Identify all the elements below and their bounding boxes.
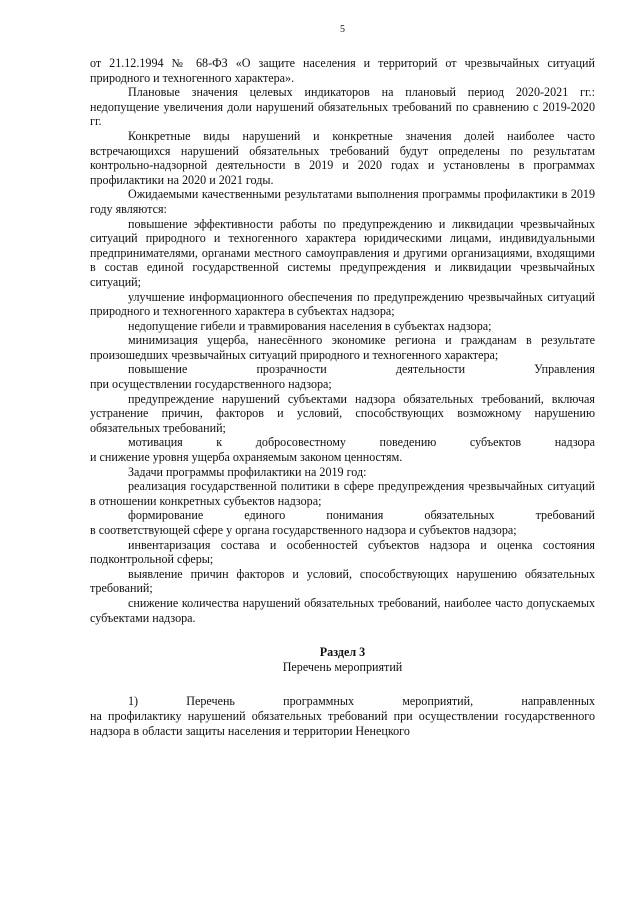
section-title: Раздел 3: [319, 645, 366, 660]
list-item: реализация государственной политики в сфере предупреждения чрезвычайных ситуаций в отношении конкретных субъектов надзора;: [90, 479, 595, 508]
list-item: минимизация ущерба, нанесённого экономике региона и гражданам в результате произошедших чрезвычайных ситуаций природного и техногенного характера;: [90, 333, 595, 362]
paragraph-measures-first-line: 1) Перечень программных мероприятий, направленных: [128, 694, 595, 709]
paragraph-law-reference: от 21.12.1994 № 68-ФЗ «О защите населения и территорий от чрезвычайных ситуаций природного и техногенного характера».: [90, 56, 595, 85]
paragraph-tasks-heading: Задачи программы профилактики на 2019 год:: [128, 464, 367, 479]
list-item: улучшение информационного обеспечения по предупреждению чрезвычайных ситуаций природного и техногенного характера в субъектах надзора;: [90, 289, 595, 319]
page-number: 5: [340, 24, 345, 35]
paragraph-planned-values: Плановые значения целевых индикаторов на плановый период 2020-2021 гг.: недопущение увеличения доли нарушений обязательных требований по сравнению с 2019-2020 гг.: [90, 85, 595, 129]
list-item-continuation: в соответствующей сфере у органа государственного надзора и субъектов надзора;: [90, 523, 517, 537]
list-item: предупреждение нарушений субъектами надзора обязательных требований, включая устранение причин, факторов и условий, способствующих возможному нарушению обязательных требований;: [90, 391, 595, 435]
list-item: выявление причин факторов и условий, способствующих нарушению обязательных требований;: [90, 566, 595, 596]
list-item: снижение количества нарушений обязательных требований, наиболее часто допускаемых субъектами надзора.: [90, 595, 595, 625]
list-item-continuation: при осуществлении государственного надзора;: [90, 377, 332, 392]
paragraph-expected-results: Ожидаемыми качественными результатами выполнения программы профилактики в 2019 году являются:: [90, 187, 595, 216]
paragraph-violation-types: Конкретные виды нарушений и конкретные значения долей наиболее часто встречающихся нарушений обязательных требований будут определены по результатам контрольно-надзорной деятельности в 2019 и 2020 годах и установлены в программах профилактики на 2020 и 2021 годы.: [90, 128, 595, 187]
list-item: недопущение гибели и травмирования населения в субъектах надзора;: [128, 318, 492, 333]
list-item: повышение эффективности работы по предупреждению и ликвидации чрезвычайных ситуаций природного и техногенного характера юридическими лицами, индивидуальными предпринимателями, органами местного самоуправления и другими организациями, входящими в состав единой государственной системы предупреждения и ликвидации чрезвычайных ситуаций;: [90, 216, 595, 289]
document-page: [90, 24, 595, 738]
list-item-continuation: и снижение уровня ущерба охраняемым законом ценностям.: [90, 450, 403, 465]
paragraph-measures-rest: на профилактику нарушений обязательных требований при осуществлении государственного надзора в области защиты населения и территории Ненецкого: [90, 708, 595, 738]
list-item: мотивация к добросовестному поведению субъектов надзора: [128, 435, 595, 450]
list-item: инвентаризация состава и особенностей субъектов надзора и оценка состояния подконтрольной сферы;: [90, 537, 595, 567]
list-item: повышение прозрачности деятельности Управления: [128, 362, 595, 377]
section-subtitle: Перечень мероприятий: [282, 659, 403, 674]
list-item: формирование единого понимания обязательных требований: [128, 508, 595, 523]
